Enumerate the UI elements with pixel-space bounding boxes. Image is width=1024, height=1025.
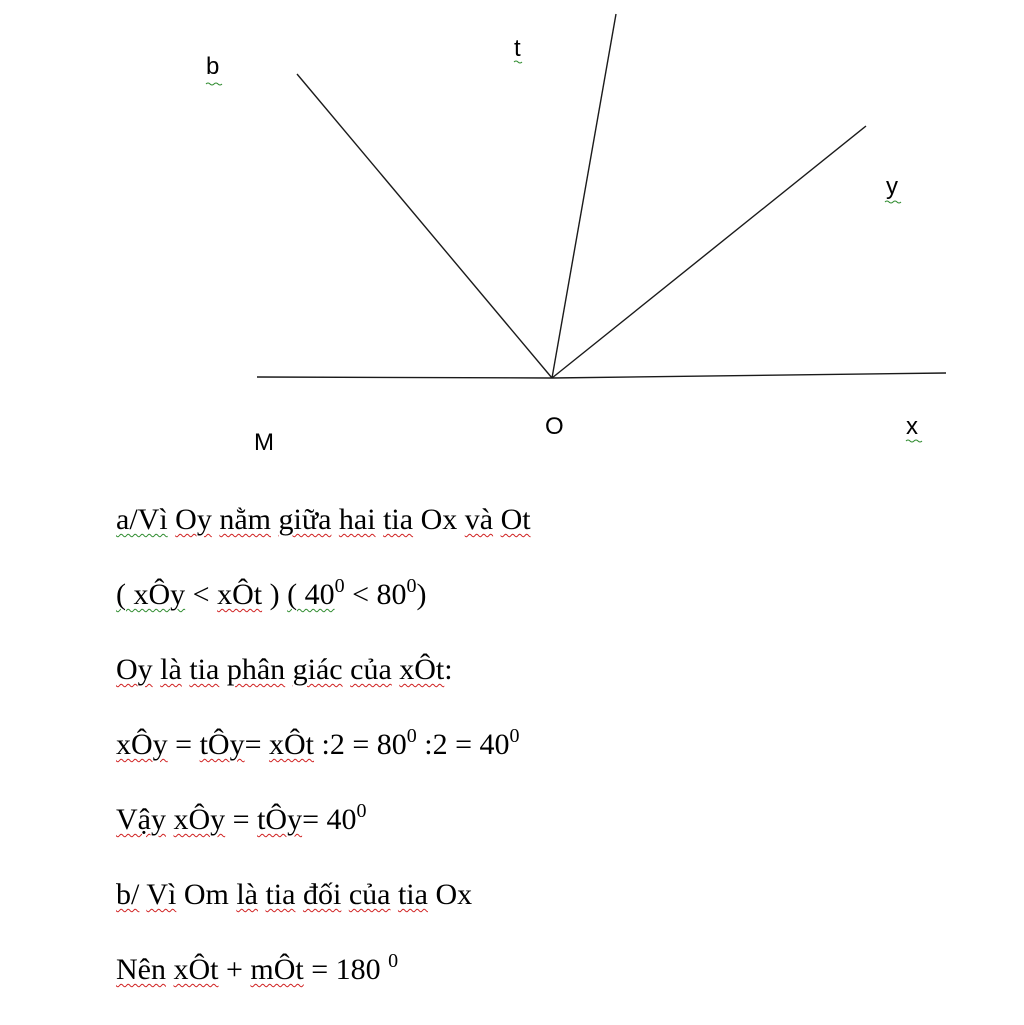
word: tÔy	[199, 728, 245, 761]
space	[331, 503, 339, 536]
label-m: M	[254, 429, 274, 456]
label-y-underline	[885, 201, 901, 203]
solution-line-2	[116, 575, 531, 650]
word: giữa	[278, 503, 332, 536]
geometry-figure	[0, 0, 1024, 470]
word: Oy	[175, 503, 212, 536]
space	[390, 878, 398, 911]
label-b: b	[206, 53, 220, 80]
word: tia	[397, 878, 428, 911]
label-x: x	[906, 413, 918, 440]
word: tia	[265, 878, 296, 911]
plain-text: :	[444, 653, 453, 686]
label-b-underline	[206, 83, 222, 85]
space	[343, 653, 351, 686]
word: ( 40	[287, 578, 335, 611]
plain-text: =	[225, 803, 258, 836]
plain-text: :2 = 40	[416, 728, 510, 761]
plain-text: =	[167, 728, 200, 761]
word: xÔt	[399, 653, 445, 686]
superscript: 0	[356, 800, 367, 822]
plain-text: = 40	[302, 803, 357, 836]
space	[376, 503, 384, 536]
ray-om	[257, 377, 552, 378]
space	[219, 653, 227, 686]
superscript: 0	[406, 725, 417, 747]
word: tÔy	[257, 803, 303, 836]
word: Nên	[116, 953, 166, 986]
word: xÔt	[217, 578, 263, 611]
plain-text: )	[416, 578, 427, 611]
ray-oy	[552, 126, 866, 378]
label-x-underline	[906, 440, 922, 442]
word: giác	[292, 653, 343, 686]
word: hai	[338, 503, 376, 536]
solution-line-4	[116, 725, 531, 800]
word: Vì	[146, 878, 177, 911]
solution-line-6	[116, 875, 531, 950]
word: tia	[189, 653, 220, 686]
word: a/Vì	[116, 503, 168, 536]
word: xÔt	[173, 953, 219, 986]
plain-text: < 80	[344, 578, 407, 611]
label-o: O	[545, 413, 564, 440]
superscript: 0	[388, 950, 399, 972]
superscript: 0	[334, 575, 345, 597]
label-y: y	[886, 173, 898, 200]
solution-text	[116, 500, 531, 1025]
space	[341, 878, 349, 911]
plain-text: )	[262, 578, 288, 611]
label-t: t	[514, 35, 521, 62]
plain-text: +	[218, 953, 251, 986]
solution-line-3	[116, 650, 531, 725]
word: nằm	[219, 503, 271, 536]
word: và	[464, 503, 494, 536]
superscript: 0	[509, 725, 520, 747]
word: là	[236, 878, 258, 911]
ray-ox	[552, 373, 946, 378]
plain-text: Om	[176, 878, 237, 911]
space	[493, 503, 501, 536]
word: xÔy	[173, 803, 226, 836]
ray-ob	[297, 74, 552, 378]
space	[285, 653, 293, 686]
word: là	[160, 653, 182, 686]
word: của	[350, 653, 392, 686]
word: Vậy	[116, 803, 166, 836]
solution-line-1	[116, 500, 531, 575]
word: xÔt	[269, 728, 315, 761]
plain-text: :2 = 80	[314, 728, 407, 761]
word: Ot	[500, 503, 531, 536]
word: Oy	[116, 653, 153, 686]
ray-ot	[552, 14, 616, 378]
plain-text: Ox	[413, 503, 465, 536]
plain-text: Ox	[427, 878, 473, 911]
superscript: 0	[406, 575, 417, 597]
word: mÔt	[250, 953, 304, 986]
word: xÔy	[116, 728, 168, 761]
word: tia	[383, 503, 414, 536]
word: phân	[226, 653, 286, 686]
space	[295, 878, 303, 911]
word: của	[348, 878, 391, 911]
plain-text: = 180	[303, 953, 389, 986]
plain-text: <	[185, 578, 218, 611]
word: đối	[302, 878, 342, 911]
plain-text: =	[244, 728, 270, 761]
word: b/	[116, 878, 140, 911]
solution-line-7	[116, 950, 531, 1025]
word: ( xÔy	[116, 578, 186, 611]
solution-line-5	[116, 800, 531, 875]
